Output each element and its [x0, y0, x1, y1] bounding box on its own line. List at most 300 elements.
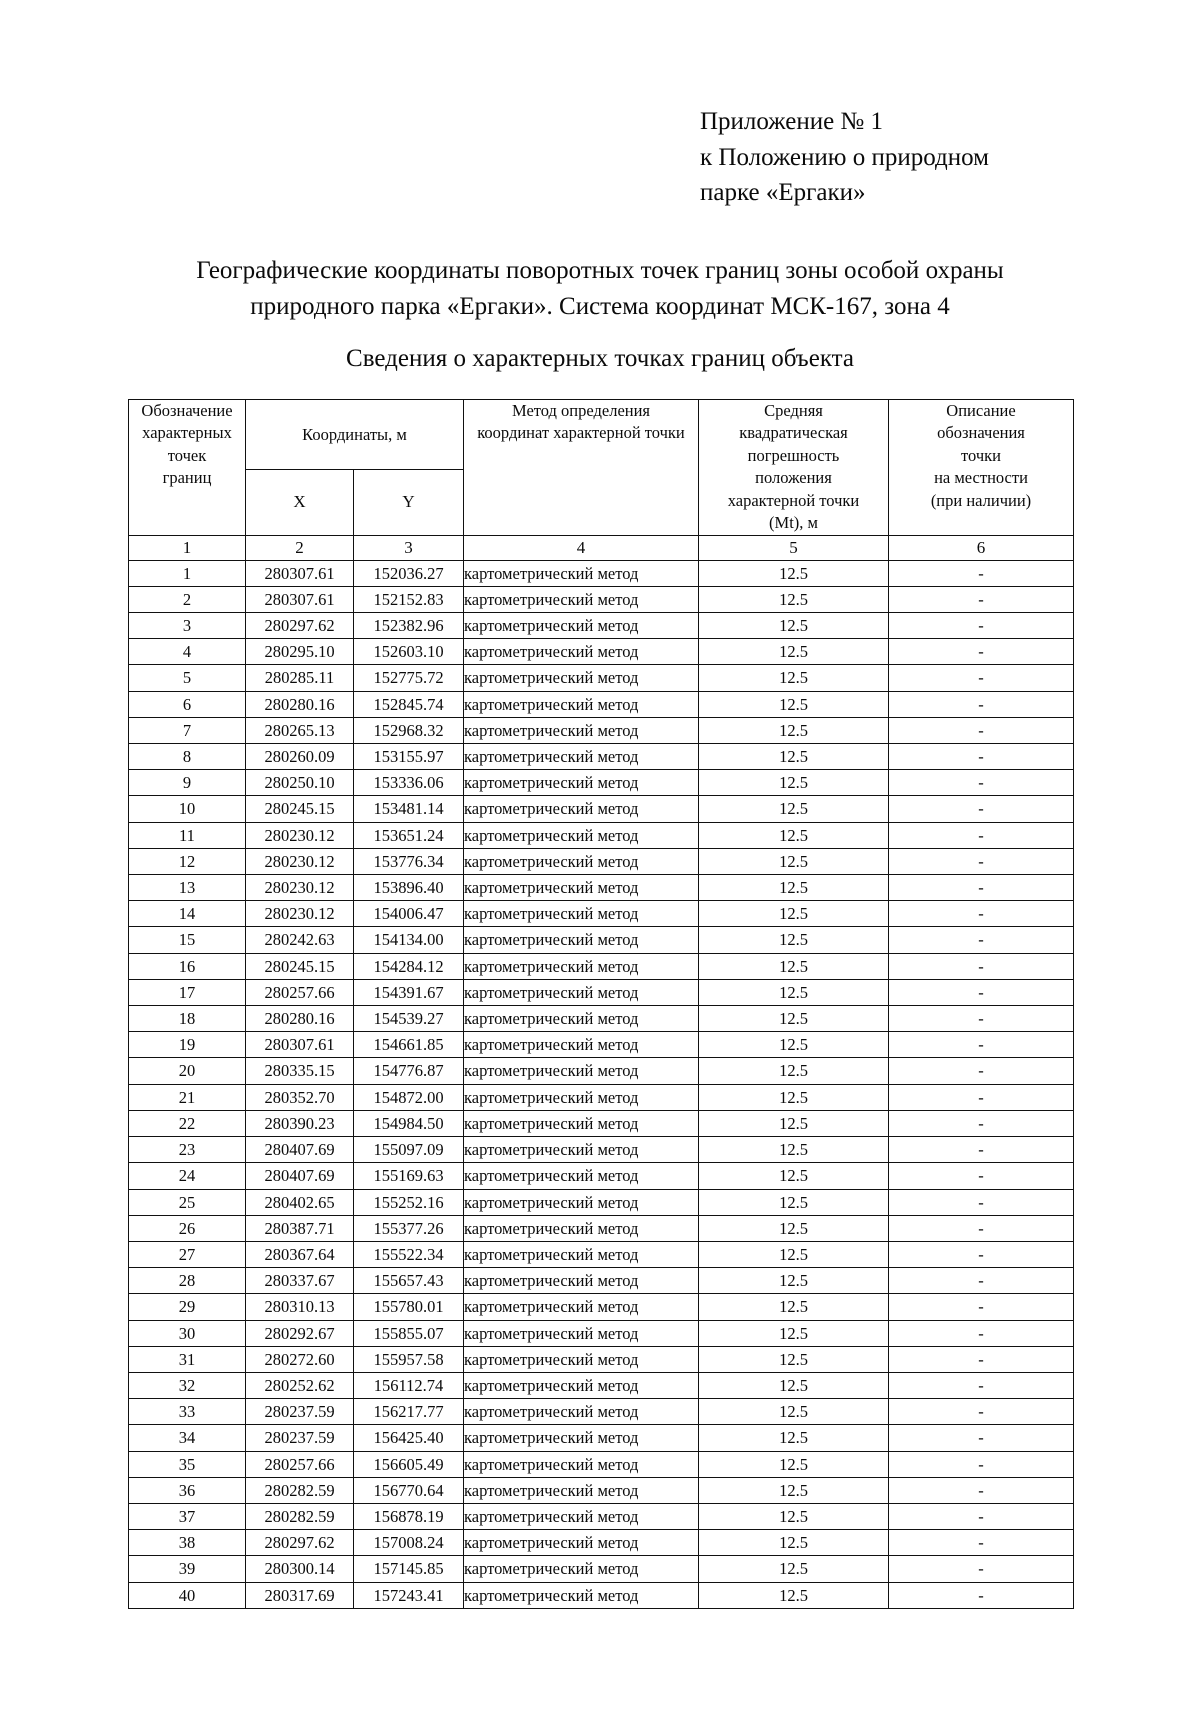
cell-point-description: -: [889, 560, 1074, 586]
cell-coordinate-y: 154661.85: [354, 1032, 464, 1058]
table-row: [129, 796, 1074, 822]
cell-coordinate-x: 280252.62: [246, 1372, 354, 1398]
cell-point-number: 20: [129, 1058, 246, 1084]
header-coordinate-x: X: [246, 470, 354, 536]
cell-point-description: -: [889, 613, 1074, 639]
table-row: [129, 1268, 1074, 1294]
cell-mean-square-error: 12.5: [699, 1241, 889, 1267]
cell-coordinate-x: 280292.67: [246, 1320, 354, 1346]
cell-point-number: 23: [129, 1137, 246, 1163]
cell-point-description: -: [889, 1268, 1074, 1294]
cell-coordinate-x: 280300.14: [246, 1556, 354, 1582]
cell-coordinate-y: 155657.43: [354, 1268, 464, 1294]
cell-point-description: -: [889, 1320, 1074, 1346]
cell-determination-method: картометрический метод: [464, 770, 699, 796]
cell-coordinate-y: 154391.67: [354, 979, 464, 1005]
cell-determination-method: картометрический метод: [464, 1215, 699, 1241]
cell-mean-square-error: 12.5: [699, 848, 889, 874]
cell-determination-method: картометрический метод: [464, 1556, 699, 1582]
cell-point-number: 36: [129, 1477, 246, 1503]
cell-mean-square-error: 12.5: [699, 1294, 889, 1320]
cell-coordinate-y: 154134.00: [354, 927, 464, 953]
cell-mean-square-error: 12.5: [699, 1582, 889, 1608]
cell-point-number: 13: [129, 875, 246, 901]
cell-point-number: 22: [129, 1110, 246, 1136]
cell-point-number: 32: [129, 1372, 246, 1398]
cell-mean-square-error: 12.5: [699, 1110, 889, 1136]
header-point-description: Описание обозначения точки на местности (при наличии): [889, 400, 1074, 536]
cell-coordinate-y: 155169.63: [354, 1163, 464, 1189]
cell-mean-square-error: 12.5: [699, 1137, 889, 1163]
cell-point-number: 14: [129, 901, 246, 927]
cell-coordinate-y: 156605.49: [354, 1451, 464, 1477]
cell-point-description: -: [889, 1294, 1074, 1320]
table-row: [129, 822, 1074, 848]
cell-determination-method: картометрический метод: [464, 901, 699, 927]
cell-coordinate-y: 156112.74: [354, 1372, 464, 1398]
cell-coordinate-x: 280245.15: [246, 796, 354, 822]
cell-point-description: -: [889, 1032, 1074, 1058]
table-row: [129, 717, 1074, 743]
cell-coordinate-y: 152968.32: [354, 717, 464, 743]
table-row: [129, 1346, 1074, 1372]
cell-determination-method: картометрический метод: [464, 1241, 699, 1267]
cell-coordinate-x: 280245.15: [246, 953, 354, 979]
table-row: [129, 848, 1074, 874]
cell-mean-square-error: 12.5: [699, 1189, 889, 1215]
table-row: [129, 639, 1074, 665]
cell-determination-method: картометрический метод: [464, 691, 699, 717]
cell-point-description: -: [889, 848, 1074, 874]
cell-coordinate-y: 153481.14: [354, 796, 464, 822]
table-row: [129, 770, 1074, 796]
table-row: [129, 1215, 1074, 1241]
cell-mean-square-error: 12.5: [699, 717, 889, 743]
cell-point-description: -: [889, 1372, 1074, 1398]
cell-coordinate-x: 280295.10: [246, 639, 354, 665]
cell-coordinate-x: 280297.62: [246, 613, 354, 639]
cell-mean-square-error: 12.5: [699, 639, 889, 665]
cell-point-description: -: [889, 1530, 1074, 1556]
cell-coordinate-x: 280285.11: [246, 665, 354, 691]
table-column-number-row: [129, 535, 1074, 560]
cell-point-description: -: [889, 1058, 1074, 1084]
table-row: [129, 1006, 1074, 1032]
cell-determination-method: картометрический метод: [464, 1399, 699, 1425]
cell-point-number: 26: [129, 1215, 246, 1241]
cell-point-description: -: [889, 586, 1074, 612]
cell-point-number: 9: [129, 770, 246, 796]
cell-coordinate-y: 152036.27: [354, 560, 464, 586]
doc-title-line-2: природного парка «Ергаки». Система координат МСК-167, зона 4: [250, 293, 950, 321]
cell-mean-square-error: 12.5: [699, 1399, 889, 1425]
cell-point-description: -: [889, 901, 1074, 927]
cell-point-number: 24: [129, 1163, 246, 1189]
table-row: [129, 953, 1074, 979]
cell-mean-square-error: 12.5: [699, 1425, 889, 1451]
table-number-row-body: [129, 535, 1074, 560]
cell-mean-square-error: 12.5: [699, 1451, 889, 1477]
cell-mean-square-error: 12.5: [699, 613, 889, 639]
cell-coordinate-x: 280390.23: [246, 1110, 354, 1136]
cell-determination-method: картометрический метод: [464, 1477, 699, 1503]
cell-point-number: 39: [129, 1556, 246, 1582]
cell-mean-square-error: 12.5: [699, 560, 889, 586]
cell-point-number: 38: [129, 1530, 246, 1556]
header-determination-method: Метод определения координат характерной точки: [464, 400, 699, 536]
cell-coordinate-y: 156425.40: [354, 1425, 464, 1451]
cell-mean-square-error: 12.5: [699, 901, 889, 927]
cell-coordinate-y: 153651.24: [354, 822, 464, 848]
cell-coordinate-y: 153896.40: [354, 875, 464, 901]
cell-determination-method: картометрический метод: [464, 1137, 699, 1163]
cell-determination-method: картометрический метод: [464, 796, 699, 822]
cell-determination-method: картометрический метод: [464, 1503, 699, 1529]
cell-coordinate-y: 152152.83: [354, 586, 464, 612]
table-row: [129, 875, 1074, 901]
cell-point-number: 30: [129, 1320, 246, 1346]
cell-point-description: -: [889, 639, 1074, 665]
cell-mean-square-error: 12.5: [699, 665, 889, 691]
cell-coordinate-y: 156770.64: [354, 1477, 464, 1503]
cell-coordinate-x: 280280.16: [246, 691, 354, 717]
cell-determination-method: картометрический метод: [464, 1451, 699, 1477]
cell-coordinate-y: 154006.47: [354, 901, 464, 927]
cell-determination-method: картометрический метод: [464, 1268, 699, 1294]
cell-coordinate-y: 157243.41: [354, 1582, 464, 1608]
cell-coordinate-y: 157008.24: [354, 1530, 464, 1556]
cell-coordinate-y: 155377.26: [354, 1215, 464, 1241]
cell-determination-method: картометрический метод: [464, 665, 699, 691]
cell-determination-method: картометрический метод: [464, 1294, 699, 1320]
cell-coordinate-y: 154539.27: [354, 1006, 464, 1032]
column-number-2: 2: [246, 535, 354, 560]
cell-determination-method: картометрический метод: [464, 1189, 699, 1215]
table-row: [129, 1503, 1074, 1529]
header-coordinates-group: Координаты, м: [246, 400, 464, 470]
cell-point-description: -: [889, 822, 1074, 848]
cell-point-description: -: [889, 1110, 1074, 1136]
cell-mean-square-error: 12.5: [699, 1372, 889, 1398]
cell-coordinate-y: 152845.74: [354, 691, 464, 717]
cell-determination-method: картометрический метод: [464, 875, 699, 901]
cell-mean-square-error: 12.5: [699, 744, 889, 770]
coordinates-table-container: [128, 399, 1073, 1609]
cell-mean-square-error: 12.5: [699, 1556, 889, 1582]
cell-coordinate-x: 280265.13: [246, 717, 354, 743]
cell-mean-square-error: 12.5: [699, 691, 889, 717]
cell-coordinate-x: 280407.69: [246, 1163, 354, 1189]
cell-coordinate-x: 280307.61: [246, 560, 354, 586]
table-row: [129, 1058, 1074, 1084]
cell-coordinate-y: 155855.07: [354, 1320, 464, 1346]
cell-coordinate-y: 155957.58: [354, 1346, 464, 1372]
cell-point-description: -: [889, 979, 1074, 1005]
table-row: [129, 1032, 1074, 1058]
cell-coordinate-y: 153776.34: [354, 848, 464, 874]
cell-coordinate-x: 280282.59: [246, 1477, 354, 1503]
table-row: [129, 560, 1074, 586]
cell-mean-square-error: 12.5: [699, 1006, 889, 1032]
cell-mean-square-error: 12.5: [699, 1084, 889, 1110]
cell-point-number: 37: [129, 1503, 246, 1529]
table-row: [129, 901, 1074, 927]
cell-determination-method: картометрический метод: [464, 848, 699, 874]
cell-coordinate-x: 280272.60: [246, 1346, 354, 1372]
cell-coordinate-y: 153155.97: [354, 744, 464, 770]
coordinates-table: [128, 399, 1074, 1609]
cell-point-number: 33: [129, 1399, 246, 1425]
page-title: [120, 253, 1080, 326]
cell-coordinate-y: 152775.72: [354, 665, 464, 691]
table-row: [129, 1582, 1074, 1608]
table-row: [129, 665, 1074, 691]
header-mean-square-error: Средняя квадратическая погрешность положения характерной точки (Mt), м: [699, 400, 889, 536]
table-row: [129, 744, 1074, 770]
column-number-4: 4: [464, 535, 699, 560]
table-row: [129, 927, 1074, 953]
cell-determination-method: картометрический метод: [464, 927, 699, 953]
cell-point-number: 18: [129, 1006, 246, 1032]
cell-determination-method: картометрический метод: [464, 1372, 699, 1398]
cell-determination-method: картометрический метод: [464, 1032, 699, 1058]
cell-coordinate-x: 280310.13: [246, 1294, 354, 1320]
cell-point-description: -: [889, 1163, 1074, 1189]
cell-determination-method: картометрический метод: [464, 1006, 699, 1032]
cell-point-description: -: [889, 953, 1074, 979]
table-row: [129, 1556, 1074, 1582]
cell-mean-square-error: 12.5: [699, 953, 889, 979]
cell-mean-square-error: 12.5: [699, 1503, 889, 1529]
cell-determination-method: картометрический метод: [464, 639, 699, 665]
cell-point-number: 16: [129, 953, 246, 979]
cell-mean-square-error: 12.5: [699, 586, 889, 612]
cell-point-number: 1: [129, 560, 246, 586]
table-row: [129, 1084, 1074, 1110]
cell-coordinate-y: 153336.06: [354, 770, 464, 796]
cell-coordinate-x: 280282.59: [246, 1503, 354, 1529]
cell-coordinate-y: 157145.85: [354, 1556, 464, 1582]
table-row: [129, 1425, 1074, 1451]
table-row: [129, 586, 1074, 612]
cell-point-description: -: [889, 1241, 1074, 1267]
cell-coordinate-y: 155522.34: [354, 1241, 464, 1267]
cell-point-description: -: [889, 1137, 1074, 1163]
table-row: [129, 1163, 1074, 1189]
table-row: [129, 1451, 1074, 1477]
cell-point-number: 4: [129, 639, 246, 665]
cell-coordinate-y: 154872.00: [354, 1084, 464, 1110]
cell-point-number: 7: [129, 717, 246, 743]
cell-coordinate-y: 154284.12: [354, 953, 464, 979]
section-title: Сведения о характерных точках границ объекта: [346, 345, 854, 372]
cell-mean-square-error: 12.5: [699, 1477, 889, 1503]
cell-point-number: 29: [129, 1294, 246, 1320]
cell-point-description: -: [889, 1215, 1074, 1241]
cell-point-number: 12: [129, 848, 246, 874]
cell-coordinate-x: 280307.61: [246, 586, 354, 612]
cell-mean-square-error: 12.5: [699, 1530, 889, 1556]
appendix-reference-block: [700, 104, 1130, 211]
cell-mean-square-error: 12.5: [699, 770, 889, 796]
cell-point-number: 31: [129, 1346, 246, 1372]
table-row: [129, 979, 1074, 1005]
cell-coordinate-y: 152603.10: [354, 639, 464, 665]
cell-point-number: 34: [129, 1425, 246, 1451]
cell-coordinate-x: 280297.62: [246, 1530, 354, 1556]
cell-determination-method: картометрический метод: [464, 1582, 699, 1608]
cell-point-description: -: [889, 1451, 1074, 1477]
table-row: [129, 1110, 1074, 1136]
cell-determination-method: картометрический метод: [464, 1084, 699, 1110]
cell-point-description: -: [889, 665, 1074, 691]
column-number-1: 1: [129, 535, 246, 560]
column-number-3: 3: [354, 535, 464, 560]
cell-mean-square-error: 12.5: [699, 979, 889, 1005]
cell-determination-method: картометрический метод: [464, 1110, 699, 1136]
cell-point-number: 17: [129, 979, 246, 1005]
cell-point-description: -: [889, 875, 1074, 901]
table-row: [129, 1294, 1074, 1320]
cell-point-description: -: [889, 927, 1074, 953]
table-row: [129, 691, 1074, 717]
table-row: [129, 1372, 1074, 1398]
cell-coordinate-x: 280280.16: [246, 1006, 354, 1032]
cell-point-number: 3: [129, 613, 246, 639]
cell-coordinate-y: 152382.96: [354, 613, 464, 639]
cell-point-description: -: [889, 1399, 1074, 1425]
cell-mean-square-error: 12.5: [699, 875, 889, 901]
cell-coordinate-x: 280257.66: [246, 979, 354, 1005]
table-row: [129, 1189, 1074, 1215]
cell-mean-square-error: 12.5: [699, 1268, 889, 1294]
cell-point-number: 27: [129, 1241, 246, 1267]
table-row: [129, 1477, 1074, 1503]
cell-coordinate-x: 280230.12: [246, 848, 354, 874]
cell-point-number: 19: [129, 1032, 246, 1058]
cell-determination-method: картометрический метод: [464, 1530, 699, 1556]
cell-point-description: -: [889, 1006, 1074, 1032]
cell-determination-method: картометрический метод: [464, 717, 699, 743]
cell-determination-method: картометрический метод: [464, 1320, 699, 1346]
cell-point-description: -: [889, 1425, 1074, 1451]
cell-point-number: 21: [129, 1084, 246, 1110]
cell-point-number: 15: [129, 927, 246, 953]
table-row: [129, 1241, 1074, 1267]
cell-coordinate-x: 280260.09: [246, 744, 354, 770]
cell-coordinate-x: 280237.59: [246, 1399, 354, 1425]
cell-coordinate-x: 280407.69: [246, 1137, 354, 1163]
cell-point-description: -: [889, 744, 1074, 770]
cell-determination-method: картометрический метод: [464, 560, 699, 586]
cell-coordinate-y: 156878.19: [354, 1503, 464, 1529]
cell-point-number: 25: [129, 1189, 246, 1215]
cell-mean-square-error: 12.5: [699, 1163, 889, 1189]
cell-point-number: 28: [129, 1268, 246, 1294]
cell-determination-method: картометрический метод: [464, 613, 699, 639]
cell-point-description: -: [889, 1346, 1074, 1372]
cell-point-number: 40: [129, 1582, 246, 1608]
cell-mean-square-error: 12.5: [699, 1346, 889, 1372]
table-row: [129, 1137, 1074, 1163]
table-row: [129, 1320, 1074, 1346]
cell-coordinate-y: 155780.01: [354, 1294, 464, 1320]
cell-point-description: -: [889, 796, 1074, 822]
cell-mean-square-error: 12.5: [699, 1215, 889, 1241]
cell-coordinate-y: 154984.50: [354, 1110, 464, 1136]
cell-mean-square-error: 12.5: [699, 822, 889, 848]
cell-point-description: -: [889, 717, 1074, 743]
cell-point-number: 10: [129, 796, 246, 822]
cell-coordinate-x: 280307.61: [246, 1032, 354, 1058]
cell-coordinate-x: 280317.69: [246, 1582, 354, 1608]
cell-point-description: -: [889, 1084, 1074, 1110]
cell-coordinate-x: 280367.64: [246, 1241, 354, 1267]
cell-mean-square-error: 12.5: [699, 1032, 889, 1058]
header-coordinate-y: Y: [354, 470, 464, 536]
column-number-5: 5: [699, 535, 889, 560]
cell-coordinate-x: 280250.10: [246, 770, 354, 796]
cell-coordinate-x: 280230.12: [246, 822, 354, 848]
cell-determination-method: картометрический метод: [464, 822, 699, 848]
cell-coordinate-x: 280237.59: [246, 1425, 354, 1451]
cell-point-description: -: [889, 770, 1074, 796]
appendix-line-1: Приложение № 1: [700, 108, 884, 135]
cell-determination-method: картометрический метод: [464, 979, 699, 1005]
cell-coordinate-x: 280257.66: [246, 1451, 354, 1477]
table-body: [129, 560, 1074, 1608]
cell-point-number: 6: [129, 691, 246, 717]
cell-coordinate-x: 280242.63: [246, 927, 354, 953]
cell-coordinate-x: 280230.12: [246, 875, 354, 901]
table-row: [129, 1399, 1074, 1425]
cell-point-description: -: [889, 691, 1074, 717]
cell-point-number: 35: [129, 1451, 246, 1477]
cell-determination-method: картометрический метод: [464, 1163, 699, 1189]
cell-determination-method: картометрический метод: [464, 953, 699, 979]
cell-mean-square-error: 12.5: [699, 927, 889, 953]
cell-determination-method: картометрический метод: [464, 586, 699, 612]
cell-mean-square-error: 12.5: [699, 1320, 889, 1346]
cell-coordinate-x: 280337.67: [246, 1268, 354, 1294]
cell-point-description: -: [889, 1582, 1074, 1608]
cell-point-description: -: [889, 1477, 1074, 1503]
cell-coordinate-x: 280352.70: [246, 1084, 354, 1110]
cell-determination-method: картометрический метод: [464, 1058, 699, 1084]
cell-point-number: 2: [129, 586, 246, 612]
cell-coordinate-x: 280402.65: [246, 1189, 354, 1215]
cell-point-description: -: [889, 1556, 1074, 1582]
cell-coordinate-x: 280335.15: [246, 1058, 354, 1084]
cell-coordinate-y: 155097.09: [354, 1137, 464, 1163]
cell-point-number: 5: [129, 665, 246, 691]
cell-mean-square-error: 12.5: [699, 1058, 889, 1084]
table-row: [129, 613, 1074, 639]
cell-determination-method: картометрический метод: [464, 1425, 699, 1451]
cell-coordinate-x: 280387.71: [246, 1215, 354, 1241]
cell-point-number: 11: [129, 822, 246, 848]
cell-determination-method: картометрический метод: [464, 1346, 699, 1372]
table-header: [129, 400, 1074, 536]
appendix-line-2: к Положению о природном: [700, 143, 989, 171]
cell-determination-method: картометрический метод: [464, 744, 699, 770]
appendix-line-3: парке «Ергаки»: [700, 179, 866, 206]
cell-point-description: -: [889, 1503, 1074, 1529]
cell-coordinate-y: 155252.16: [354, 1189, 464, 1215]
cell-point-number: 8: [129, 744, 246, 770]
doc-title-line-1: Географические координаты поворотных точек границ зоны особой охраны: [196, 257, 1004, 284]
table-header-row-main: [129, 400, 1074, 470]
